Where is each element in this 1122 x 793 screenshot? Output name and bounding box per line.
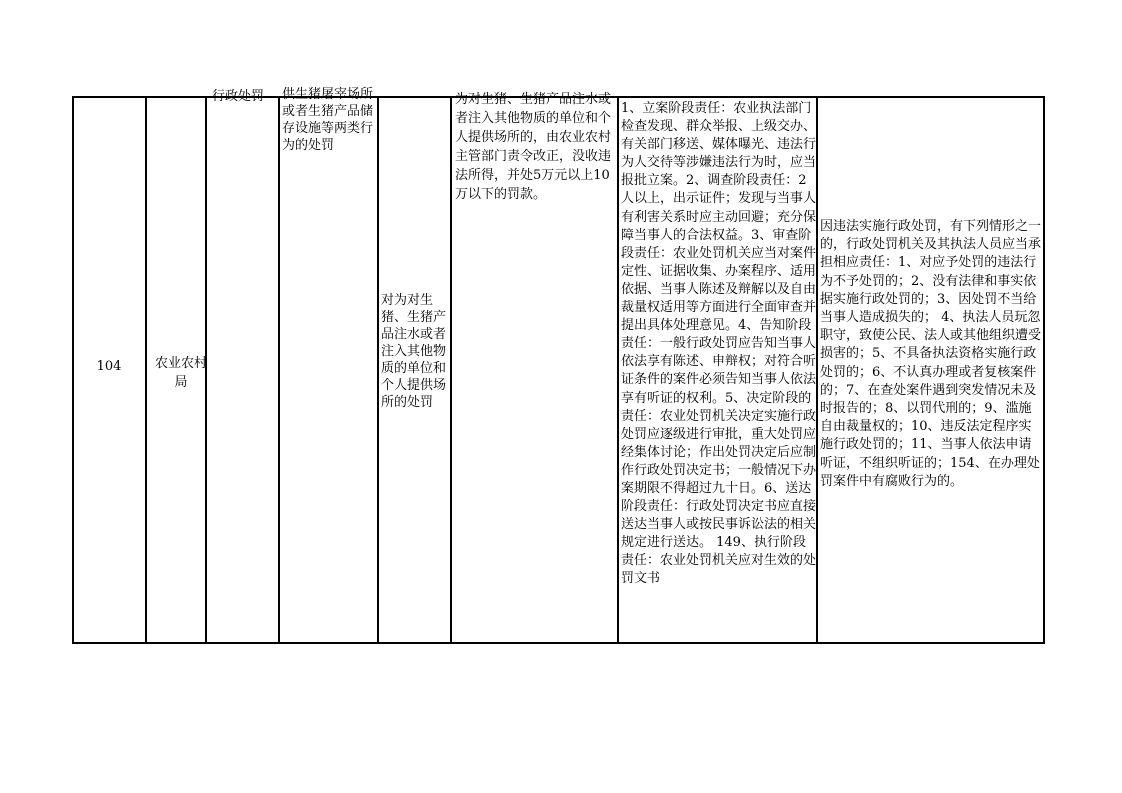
sub-item-cell: 对为对生猪、生猪产品注水或者注入其他物质的单位和个人提供场所的处罚 bbox=[381, 293, 447, 410]
accountability-cell: 因违法实施行政处罚，有下列情形之一的，行政处罚机关及其执法人员应当承担相应责任：1、对应予处罚的违法行为不予处罚的；2、没有法律和事实依据实施行政处罚的；3、因处罚不当给当事人造成损失的； 4、执法人员玩忽职守，致使公民、法人或其他组织遭受损害的；5、不具备执法资格实施行政处罚的；6、不认真办理或者复核案件的；7、在查处案件遇到突发情况未及时报告的；8、以罚代刑的；9、滥施自由裁量权的；10、违反法定程序实施行政处罚的；11、当事人依法申请听证，不组织听证的；154、在办理处罚案件中有腐败行为的。 bbox=[820, 219, 1042, 489]
table-border bbox=[1043, 96, 1045, 644]
item-name-cell: 供生猪屠宰场所或者生猪产品储存设施等两类行为的处罚 bbox=[282, 87, 374, 153]
department-cell: 农业农村局 bbox=[154, 356, 207, 390]
column-divider bbox=[377, 96, 379, 644]
legal-basis-cell: 为对生猪、生猪产品注水或者注入其他物质的单位和个人提供场所的，由农业农村主管部门责令改正，没收违法所得，并处5万元以上10万以下的罚款。 bbox=[455, 92, 612, 202]
column-divider bbox=[278, 96, 280, 644]
column-divider bbox=[145, 96, 147, 644]
row-number: 104 bbox=[96, 359, 122, 374]
category-cell: 行政处罚 bbox=[212, 89, 265, 104]
responsibility-table bbox=[72, 87, 1045, 644]
table-bottom-border bbox=[72, 642, 1045, 644]
responsibility-cell: 1、立案阶段责任：农业执法部门检查发现、群众举报、上级交办、有关部门移送、媒体曝光、违法行为人交待等涉嫌违法行为时，应当报批立案。2、调查阶段责任：2人以上，出示证件；发现与当事人有利害关系时应主动回避；充分保障当事人的合法权益。3、审查阶段责任：农业处罚机关应当对案件定性、证据收集、办案程序、适用依据、当事人陈述及辩解以及自由裁量权适用等方面进行全面审查并提出具体处理意见。4、告知阶段责任：一般行政处罚应告知当事人依法享有陈述、申辩权；对符合听证条件的案件必须告知当事人依法享有听证的权利。5、决定阶段的责任：农业处罚机关决定实施行政处罚应逐级进行审批，重大处罚应经集体讨论；作出处罚决定后应制作行政处罚决定书；一般情况下办案期限不得超过九十日。6、送达阶段责任：行政处罚决定书应直接送达当事人或按民事诉讼法的相关规定进行送达。 149、执行阶段责任：农业处罚机关应对生效的处罚文书 bbox=[621, 101, 817, 587]
